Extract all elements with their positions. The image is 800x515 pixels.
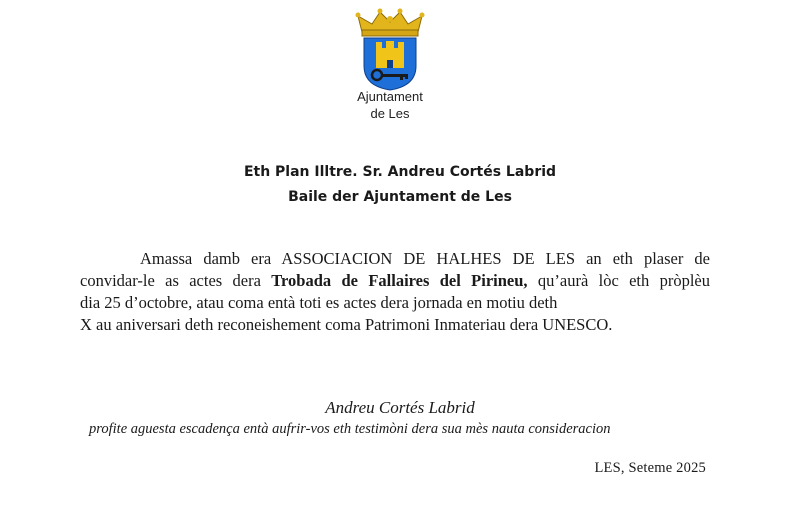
- body-line-4: X au aniversari deth reconeishement coma Patrimoni Inmateriau dera UNESCO.: [80, 315, 613, 334]
- signature-text: profite aguesta escadença entà aufrir-vos eth testimòni dera sua mès nauta consideracion: [89, 421, 611, 437]
- letter-heading: [0, 160, 800, 210]
- body-line-1: [80, 248, 710, 270]
- body-line-1-start: Amassa damb era: [140, 249, 282, 268]
- organization-line-2: de Les: [370, 106, 410, 121]
- body-line-3: dia 25 d’octobre, atau coma entà toti es actes dera jornada en motiu deth: [80, 293, 558, 312]
- body-line-2: [80, 270, 710, 292]
- body-line-1-end: an eth plaser de: [575, 249, 710, 268]
- signature-name: Andreu Cortés Labrid: [325, 398, 475, 417]
- invitation-body: [80, 248, 710, 336]
- event-name: Trobada de Fallaires del Pirineu,: [271, 271, 528, 290]
- castle-icon: [376, 41, 404, 68]
- coat-of-arms-logo: [350, 8, 430, 92]
- letter-date: LES, Seteme 2025: [594, 460, 706, 476]
- body-line-2-start: convidar-le as actes dera: [80, 271, 272, 290]
- organization-line-1: Ajuntament: [357, 89, 423, 104]
- crown-icon: [356, 9, 425, 37]
- heading-line-1: Eth Plan Illtre. Sr. Andreu Cortés Labrid: [243, 164, 557, 180]
- organization-name: [330, 88, 450, 122]
- association-name: ASSOCIACION DE HALHES DE LES: [281, 249, 575, 268]
- heading-line-2: Baile der Ajuntament de Les: [288, 189, 512, 205]
- body-line-2-end: qu’aurà lòc eth pròplèu: [527, 271, 710, 290]
